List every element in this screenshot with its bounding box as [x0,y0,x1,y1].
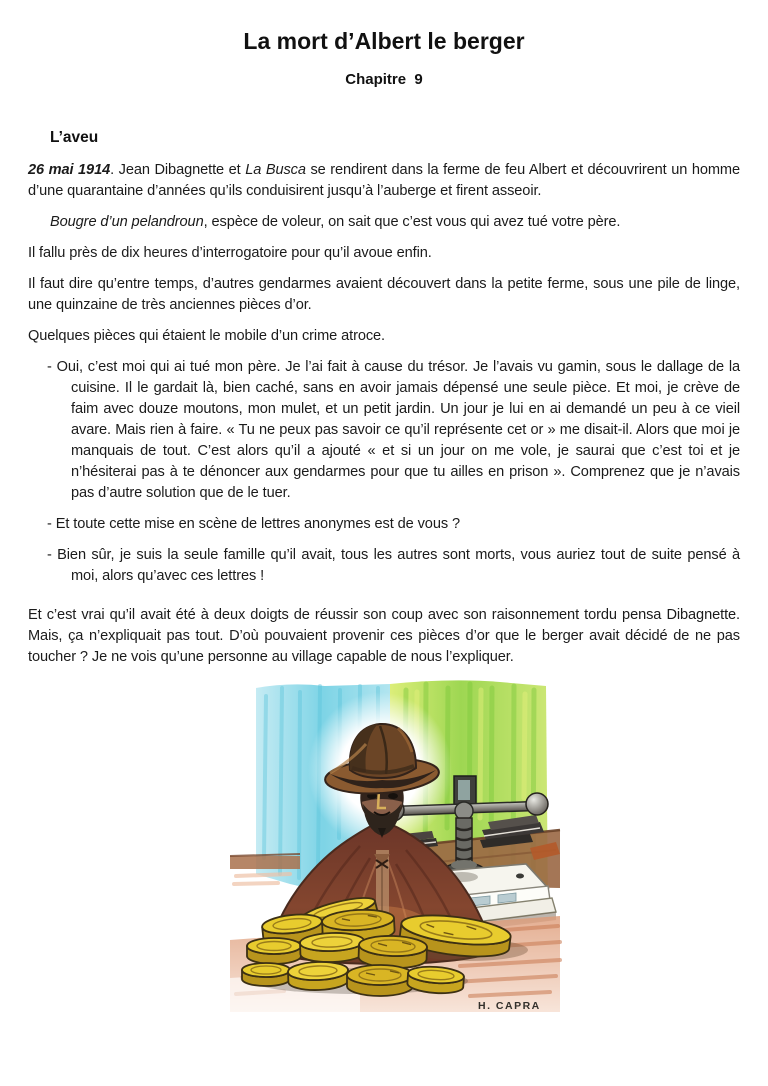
coin [288,961,349,991]
dialog-text: Bien sûr, je suis la seule famille qu’il avait, tous les autres sont morts, vous auriez tout de suite pensé à moi, alors qu’avec ces lettres ! [57,547,740,584]
quote-italic-run: Bougre d’un pelandroun [50,214,204,230]
paragraph-intro [28,160,740,202]
dialog-dash: - [47,359,52,375]
colored-pencil-illustration [230,678,562,1028]
paragraph-closing: Et c’est vrai qu’il avait été à deux doigts de réussir son coup avec son raisonnement tordu pensa Dibagnette. Mais, ça n’expliquait pas tout. D’où pouvaient provenir ces pièces d’or que le berger avait décidé de ne pas toucher ? Je ne vois qu’une personne au village capable de nous l’expliquer. [28,607,740,665]
dialog-dash: - [47,516,52,532]
nickname-run: La Busca [245,162,306,178]
press-handle-ball-right [526,793,548,815]
coin [347,965,413,996]
section-heading: L’aveu [50,129,99,146]
illustration-shepherd-counting-gold [230,678,562,1028]
dialog-dash: - [47,547,52,563]
intro-run2: se rendirent dans la ferme de feu Albert et découvrirent un homme d’une quarantaine d’années qu’ils conduisirent jusqu’à l’auberge et firent asseoir. [28,162,740,199]
paragraph-motive: Quelques pièces qui étaient le mobile d’un crime atroce. [28,328,386,344]
coin [242,963,290,986]
dialog-item-answer [47,545,740,587]
coin [247,938,301,964]
coin [358,935,427,969]
paragraph-discovery: Il faut dire qu’entre temps, d’autres gendarmes avaient découvert dans la petite ferme, sous une pile de linge, une quinzaine de très anciennes pièces d’or. [28,276,740,313]
artist-signature: H. CAPRA [478,1000,541,1012]
page-title: La mort d’Albert le berger [243,28,525,54]
dialog-item-question [47,514,740,535]
dialog-text: Oui, c’est moi qui ai tué mon père. Je l’ai fait à cause du trésor. Je l’avais vu gamin, sous le dallage de la cuisine. Il le gardait là, bien caché, sans en avoir jamais dépensé une seule pièce. Et moi, je crève de faim avec douze moutons, mon mulet, et un petit jardin. Un jour je lui en ai demandé un peu à ce vieil avare. Mais rien à faire. « Tu ne peux pas savoir ce qu’il représente cet or » me disait-il. Alors que moi je manquais de tout. C’est alors qu’il a ajouté « et si un jour on me vole, je saurai que c’est toi et je n’hésiterai pas à te dénoncer aux gendarmes pour que tu ailles en prison ». Comprenez que je n’avais pas d’autre solution que de le tuer. [56,359,740,501]
quote-rest-run: , espèce de voleur, on sait que c’est vous qui avez tué votre père. [203,214,621,230]
paragraph-interrogation: Il fallu près de dix heures d’interrogatoire pour qu’il avoue enfin. [28,245,432,261]
dialog-text: Et toute cette mise en scène de lettres anonymes est de vous ? [55,516,461,532]
intro-run1: . Jean Dibagnette et [110,162,246,178]
date-run: 26 mai 1914 [28,162,111,178]
dialog-item-confession [47,357,740,504]
coin [300,932,365,963]
chapter-subtitle: Chapitre 9 [345,71,423,88]
paragraph-quote [28,212,740,233]
